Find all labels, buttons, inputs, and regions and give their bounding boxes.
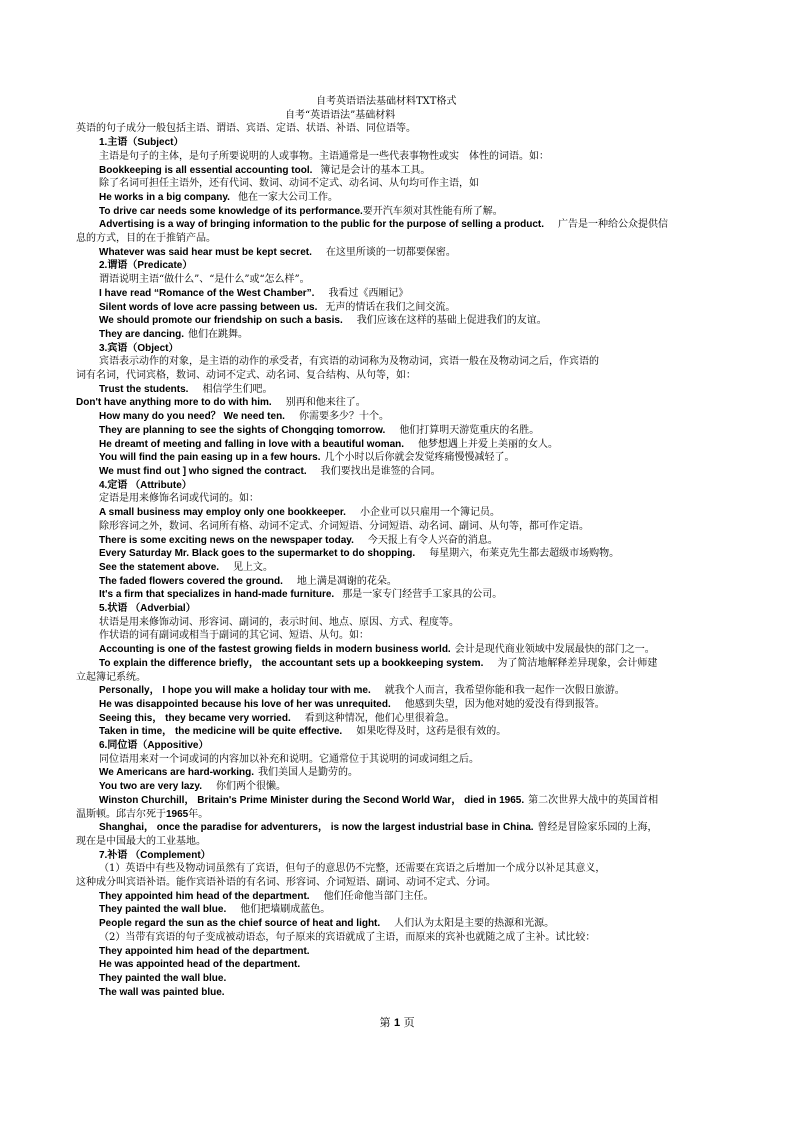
example-line — [76, 164, 744, 178]
example-continuation: 息的方式，目的在于推销产品。 — [76, 233, 216, 245]
example-zh: 今天报上有令人兴奋的消息。 — [367, 534, 498, 546]
example-zh: 为了简洁地解释差异现象，会计师建 — [497, 657, 658, 669]
section-heading-object: 3.宾语（Object） — [99, 342, 179, 354]
example-zh: 我看过《西厢记》 — [328, 287, 409, 299]
example-line — [76, 684, 744, 698]
example-line — [76, 643, 744, 657]
example-en: Personally， I hope you will make a holiday tour with me. — [99, 685, 371, 697]
example-zh: 我们应该在这样的基础上促进我们的友谊。 — [356, 315, 547, 327]
example-line — [76, 205, 744, 219]
example-en: It's a firm that specializes in hand-made furniture. — [99, 589, 335, 601]
example-zh: 小企业可以只雇用一个簿记员。 — [359, 507, 500, 519]
example-en: Advertising is a way of bringing information to the public for the purpose of selling a product. — [99, 219, 545, 231]
example-en: Bookkeeping is all essential accounting tool. — [99, 164, 313, 176]
example-zh: 簿记是会计的基本工具。 — [320, 164, 431, 176]
example-zh: 要开汽车须对其性能有所了解。 — [362, 205, 503, 217]
example-continuation — [76, 808, 744, 822]
adverbial-note: 作状语的词有副词或相当于副词的其它词、短语、从句。如： — [99, 630, 369, 642]
example-line — [76, 986, 744, 1000]
example-line — [76, 712, 744, 726]
intro-paragraph: 英语的句子成分一般包括主语、谓语、宾语、定语、状语、补语、同位语等。 — [76, 123, 416, 135]
example-zh: 每星期六，布莱克先生都去超级市场购物。 — [429, 548, 620, 560]
example-en: To drive car needs some knowledge of its performance. — [99, 205, 363, 217]
example-en: I have read “Romance of the West Chamber”. — [99, 287, 315, 299]
example-line — [76, 766, 744, 780]
example-en: Silent words of love acre passing between us. — [99, 301, 318, 313]
footer-suffix: 页 — [403, 1016, 415, 1029]
example-line — [76, 506, 744, 520]
complement-paragraph-2: （2）当带有宾语的句子变成被动语态，句子原来的宾语就成了主语，而原来的宾补也就随之成了主补。试比较： — [99, 931, 596, 943]
example-line — [76, 534, 744, 548]
adverbial-description: 状语是用来修饰动词、形容词、副词的，表示时间、地点、原因、方式、程度等。 — [99, 616, 459, 628]
example-en: The wall was painted blue. — [99, 986, 225, 998]
example-zh: 你们两个很懒。 — [216, 781, 287, 793]
example-line — [76, 657, 744, 671]
example-line — [76, 917, 744, 931]
example-en: We must find out ] who signed the contract. — [99, 465, 307, 477]
example-line — [76, 958, 744, 972]
example-line — [76, 301, 744, 315]
complement-paragraph-1: （1）英语中有些及物动词虽然有了宾语，但句子的意思仍不完整，还需要在宾语之后增加一个成分以补足其意义， — [99, 863, 606, 875]
example-zh: 曾经是冒险家乐园的上海， — [537, 822, 658, 834]
example-en: They painted the wall blue. — [99, 973, 227, 984]
example-line — [76, 438, 744, 452]
example-continuation: 立起簿记系统。 — [76, 671, 146, 683]
example-zh: 你需要多少？十个。 — [298, 411, 389, 423]
example-en: You two are very lazy. — [99, 781, 203, 793]
example-en: He was appointed head of the department. — [99, 959, 301, 971]
example-zh: 如果吃得及时，这药是很有效的。 — [356, 726, 507, 738]
complement-paragraph-1-continuation: 这种成分叫宾语补语。能作宾语补语的有名词、形容词、介词短语、副词、动词不定式、分词。 — [76, 877, 496, 889]
example-en: Trust the students. — [99, 383, 189, 395]
example-en: They are planning to see the sights of Chongqing tomorrow. — [99, 424, 386, 436]
example-line — [76, 246, 744, 260]
example-zh: 地上满是凋谢的花朵。 — [296, 575, 397, 587]
example-en: He was disappointed because his love of her was unrequited. — [99, 698, 391, 710]
example-en: We Americans are hard-working. — [99, 767, 255, 779]
example-line — [76, 575, 744, 589]
example-line — [76, 561, 744, 575]
example-line — [76, 287, 744, 301]
example-line — [76, 218, 744, 232]
example-en: Every Saturday Mr. Black goes to the supermarket to do shopping. — [99, 548, 416, 560]
subject-note: 除了名词可担任主语外，还有代词、数词、动词不定式、动名词、从句均可作主语，如 — [99, 178, 479, 190]
example-en: A small business may employ only one bookkeeper. — [99, 507, 346, 519]
example-year: 1965 — [166, 808, 189, 820]
example-en: They painted the wall blue. — [99, 904, 227, 916]
example-line — [76, 794, 744, 808]
section-heading-adverbial: 5.状语 （Adverbial） — [99, 603, 196, 615]
section-heading-predicate: 2.谓语（Predicate） — [99, 260, 193, 272]
example-zh: 无声的情话在我们之间交流。 — [325, 301, 456, 313]
example-zh: 那是一家专门经营手工家具的公司。 — [342, 589, 503, 601]
example-zh: 见上文。 — [233, 561, 274, 573]
example-line — [76, 396, 744, 410]
appositive-description: 同位语用来对一个词或词的内容加以补充和说明。它通常位于其说明的词或词组之后。 — [99, 753, 479, 765]
example-en: We should promote our friendship on such a basis. — [99, 315, 343, 327]
document-title: 自考英语语法基础材料TXT格式 — [316, 96, 457, 107]
example-zh: 他感到失望，因为他对她的爱没有得到报答。 — [404, 698, 605, 710]
example-zh: 他们打算明天游览重庆的名胜。 — [399, 424, 540, 436]
page-footer — [0, 1016, 794, 1031]
example-en: He works in a big company. — [99, 191, 230, 203]
example-zh: 在这里所谈的一切都要保密。 — [325, 246, 456, 258]
example-line — [76, 547, 744, 561]
example-en: The faded flowers covered the ground. — [99, 575, 283, 587]
object-description-continuation: 词有名词，代词宾格，数词、动词不定式、动名词、复合结构、从句等，如： — [76, 370, 416, 382]
example-zh: 年。 — [188, 808, 209, 820]
example-line — [76, 780, 744, 794]
document-subtitle: 自考“英语语法”基础材料 — [285, 109, 396, 121]
example-en: They appointed him head of the department. — [99, 890, 310, 902]
section-heading-complement: 7.补语 （Complement） — [99, 849, 211, 861]
example-en: How many do you need？ We need ten. — [99, 411, 285, 423]
section-heading-attribute: 4.定语 （Attribute） — [99, 479, 192, 491]
example-en: They appointed him head of the department. — [99, 945, 310, 957]
example-zh: 广告是一种给公众提供信 — [558, 219, 669, 231]
example-zh: 相信学生们吧。 — [202, 383, 273, 395]
example-zh: 看到这种情况，他们心里很着急。 — [304, 712, 455, 724]
document-body — [76, 95, 744, 999]
example-zh: 我们美国人是勤劳的。 — [258, 767, 359, 779]
example-zh: 温斯顿。邱吉尔死于 — [76, 808, 166, 820]
example-en: Seeing this， they became very worried. — [99, 712, 291, 724]
example-line — [76, 972, 744, 986]
footer-prefix: 第 — [379, 1016, 391, 1029]
example-line — [76, 890, 744, 904]
example-en: Whatever was said hear must be kept secret. — [99, 246, 312, 258]
example-line — [76, 465, 744, 479]
example-zh: 他们在跳舞。 — [188, 328, 249, 340]
example-en: People regard the sun as the chief source of heat and light. — [99, 918, 381, 930]
example-line — [76, 725, 744, 739]
example-en: You will find the pain easing up in a few hours. — [99, 452, 321, 464]
example-en: He dreamt of meeting and falling in love with a beautiful woman. — [99, 438, 405, 450]
example-line — [76, 903, 744, 917]
example-zh: 他们任命他当部门主任。 — [323, 890, 434, 902]
subject-description: 主语是句子的主体，是句子所要说明的人或事物。主语通常是一些代表事物性或实 体性的词语。如： — [99, 150, 549, 162]
page-number: 1 — [393, 1017, 401, 1029]
example-line — [76, 410, 744, 424]
example-zh: 他梦想遇上并爱上美丽的女人。 — [418, 438, 559, 450]
example-zh: 他在一家大公司工作。 — [237, 191, 338, 203]
example-continuation: 现在是中国最大的工业基地。 — [76, 835, 206, 847]
example-line — [76, 383, 744, 397]
section-heading-appositive: 6.同位语（Appositive） — [99, 740, 209, 752]
example-en: Don't have anything more to do with him. — [76, 397, 272, 409]
example-line — [76, 821, 744, 835]
example-line — [76, 314, 744, 328]
section-heading-subject: 1.主语（Subject） — [99, 137, 184, 149]
attribute-note: 除形容词之外，数词、名词所有格、动词不定式、介词短语、分词短语、动名词、副词、从句等，都可作定语。 — [99, 520, 589, 532]
object-description: 宾语表示动作的对象，是主语的动作的承受者，有宾语的动词称为及物动词，宾语一般在及物动词之后，作宾语的 — [99, 356, 599, 368]
example-zh: 几个小时以后你就会发觉疼痛慢慢减轻了。 — [324, 452, 515, 464]
example-zh: 就我个人而言，我希望你能和我一起作一次假日旅游。 — [384, 685, 625, 697]
example-zh: 第二次世界大战中的英国首相 — [528, 794, 659, 806]
example-line — [76, 451, 744, 465]
predicate-description: 谓语说明主语“做什么”、“是什么”或“怎么样”。 — [99, 274, 310, 286]
example-en: See the statement above. — [99, 561, 220, 573]
example-line — [76, 945, 744, 959]
example-en: To explain the difference briefly， the accountant sets up a bookkeeping system. — [99, 657, 484, 669]
example-zh: 会计是现代商业领域中发展最快的部门之一。 — [454, 644, 655, 656]
example-line — [76, 191, 744, 205]
example-en: Accounting is one of the fastest growing fields in modern business world. — [99, 644, 451, 656]
example-line — [76, 698, 744, 712]
example-line — [76, 424, 744, 438]
example-en: Shanghai， once the paradise for adventurers， is now the largest industrial base in China. — [99, 822, 534, 834]
example-en: They are dancing. — [99, 328, 185, 340]
example-zh: 人们认为太阳是主要的热源和光源。 — [394, 918, 555, 930]
example-line — [76, 588, 744, 602]
example-en: Taken in time， the medicine will be quite effective. — [99, 726, 343, 738]
example-zh: 别再和他来往了。 — [285, 397, 366, 409]
example-zh: 我们要找出是谁签的合同。 — [320, 465, 441, 477]
example-en: Winston Churchill， Britain's Prime Minister during the Second World War， died in 1965. — [99, 794, 525, 806]
example-zh: 他们把墙刷成蓝色。 — [240, 904, 331, 916]
attribute-description: 定语是用来修饰名词或代词的。如： — [99, 493, 259, 505]
example-line — [76, 328, 744, 342]
example-en: There is some exciting news on the newspaper today. — [99, 534, 354, 546]
